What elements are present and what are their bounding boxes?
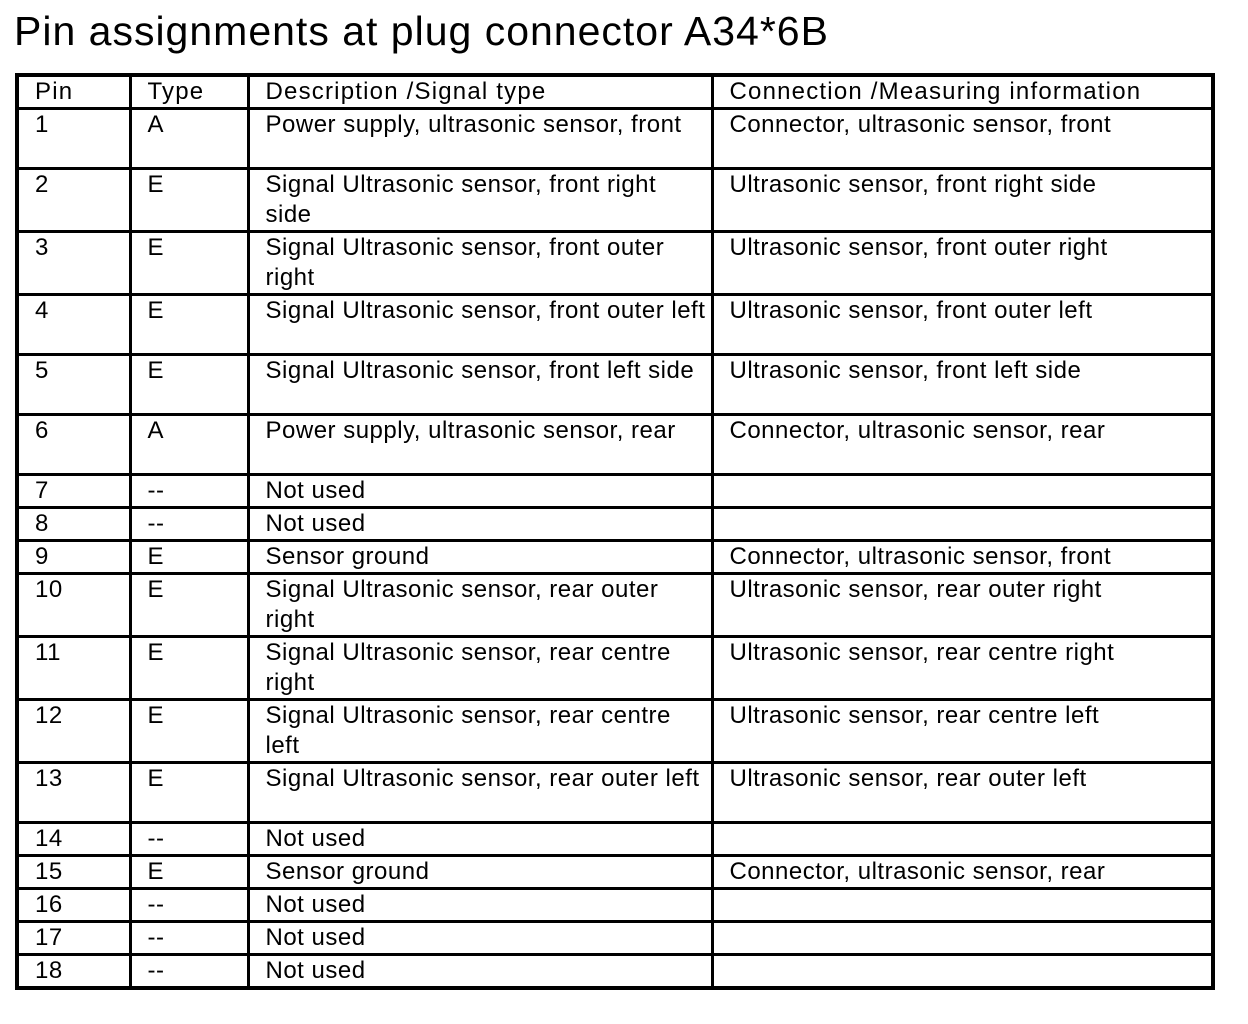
cell-description: Power supply, ultrasonic sensor, front bbox=[248, 109, 712, 169]
table-header-row bbox=[17, 75, 1213, 109]
header-description: Description /Signal type bbox=[248, 75, 712, 109]
cell-connection: Ultrasonic sensor, rear outer right bbox=[712, 574, 1213, 637]
cell-description: Sensor ground bbox=[248, 541, 712, 574]
cell-description: Not used bbox=[248, 955, 712, 989]
cell-connection: Connector, ultrasonic sensor, front bbox=[712, 541, 1213, 574]
cell-connection bbox=[712, 955, 1213, 989]
cell-description: Signal Ultrasonic sensor, rear centre left bbox=[248, 700, 712, 763]
table-row bbox=[17, 169, 1213, 232]
cell-pin: 18 bbox=[17, 955, 130, 989]
cell-pin: 5 bbox=[17, 355, 130, 415]
cell-pin: 14 bbox=[17, 823, 130, 856]
cell-pin: 16 bbox=[17, 889, 130, 922]
cell-description: Signal Ultrasonic sensor, rear outer right bbox=[248, 574, 712, 637]
cell-type: E bbox=[130, 169, 248, 232]
cell-pin: 9 bbox=[17, 541, 130, 574]
cell-type: A bbox=[130, 415, 248, 475]
cell-pin: 10 bbox=[17, 574, 130, 637]
table-row bbox=[17, 541, 1213, 574]
cell-type: E bbox=[130, 355, 248, 415]
header-type: Type bbox=[130, 75, 248, 109]
table-row bbox=[17, 637, 1213, 700]
cell-type: -- bbox=[130, 955, 248, 989]
cell-pin: 13 bbox=[17, 763, 130, 823]
cell-connection: Ultrasonic sensor, rear centre left bbox=[712, 700, 1213, 763]
cell-description: Signal Ultrasonic sensor, front left side bbox=[248, 355, 712, 415]
cell-pin: 4 bbox=[17, 295, 130, 355]
cell-connection bbox=[712, 508, 1213, 541]
cell-description: Power supply, ultrasonic sensor, rear bbox=[248, 415, 712, 475]
table-row bbox=[17, 889, 1213, 922]
page-title: Pin assignments at plug connector A34*6B bbox=[14, 8, 829, 54]
cell-type: E bbox=[130, 856, 248, 889]
table-row bbox=[17, 415, 1213, 475]
cell-pin: 12 bbox=[17, 700, 130, 763]
table-row bbox=[17, 475, 1213, 508]
table-row bbox=[17, 232, 1213, 295]
cell-pin: 11 bbox=[17, 637, 130, 700]
pin-assignment-table bbox=[15, 73, 1215, 990]
table-row bbox=[17, 955, 1213, 989]
table-row bbox=[17, 574, 1213, 637]
cell-description: Not used bbox=[248, 922, 712, 955]
cell-connection: Ultrasonic sensor, rear centre right bbox=[712, 637, 1213, 700]
cell-type: -- bbox=[130, 475, 248, 508]
cell-description: Not used bbox=[248, 475, 712, 508]
cell-pin: 7 bbox=[17, 475, 130, 508]
table-row bbox=[17, 508, 1213, 541]
table-row bbox=[17, 295, 1213, 355]
cell-type: E bbox=[130, 763, 248, 823]
cell-pin: 15 bbox=[17, 856, 130, 889]
cell-connection: Connector, ultrasonic sensor, front bbox=[712, 109, 1213, 169]
cell-connection: Ultrasonic sensor, front right side bbox=[712, 169, 1213, 232]
cell-pin: 6 bbox=[17, 415, 130, 475]
cell-description: Signal Ultrasonic sensor, rear outer left bbox=[248, 763, 712, 823]
cell-type: E bbox=[130, 232, 248, 295]
cell-description: Not used bbox=[248, 889, 712, 922]
cell-type: E bbox=[130, 295, 248, 355]
cell-type: A bbox=[130, 109, 248, 169]
table-row bbox=[17, 700, 1213, 763]
cell-connection: Ultrasonic sensor, rear outer left bbox=[712, 763, 1213, 823]
cell-pin: 2 bbox=[17, 169, 130, 232]
cell-pin: 1 bbox=[17, 109, 130, 169]
cell-connection bbox=[712, 922, 1213, 955]
cell-pin: 8 bbox=[17, 508, 130, 541]
cell-description: Signal Ultrasonic sensor, front outer left bbox=[248, 295, 712, 355]
cell-type: E bbox=[130, 574, 248, 637]
table-row bbox=[17, 763, 1213, 823]
cell-pin: 3 bbox=[17, 232, 130, 295]
cell-type: E bbox=[130, 637, 248, 700]
cell-type: -- bbox=[130, 508, 248, 541]
cell-connection: Ultrasonic sensor, front outer left bbox=[712, 295, 1213, 355]
cell-pin: 17 bbox=[17, 922, 130, 955]
cell-description: Signal Ultrasonic sensor, front outer right bbox=[248, 232, 712, 295]
cell-description: Not used bbox=[248, 823, 712, 856]
table-row bbox=[17, 109, 1213, 169]
cell-description: Signal Ultrasonic sensor, rear centre right bbox=[248, 637, 712, 700]
table-row bbox=[17, 856, 1213, 889]
cell-connection: Connector, ultrasonic sensor, rear bbox=[712, 415, 1213, 475]
cell-type: -- bbox=[130, 823, 248, 856]
header-connection: Connection /Measuring information bbox=[712, 75, 1213, 109]
cell-description: Not used bbox=[248, 508, 712, 541]
cell-connection bbox=[712, 823, 1213, 856]
table-row bbox=[17, 355, 1213, 415]
table-row bbox=[17, 922, 1213, 955]
cell-connection: Ultrasonic sensor, front outer right bbox=[712, 232, 1213, 295]
cell-type: -- bbox=[130, 922, 248, 955]
cell-description: Sensor ground bbox=[248, 856, 712, 889]
cell-connection bbox=[712, 475, 1213, 508]
header-pin: Pin bbox=[17, 75, 130, 109]
cell-type: -- bbox=[130, 889, 248, 922]
cell-connection bbox=[712, 889, 1213, 922]
table-row bbox=[17, 823, 1213, 856]
cell-connection: Connector, ultrasonic sensor, rear bbox=[712, 856, 1213, 889]
cell-description: Signal Ultrasonic sensor, front right side bbox=[248, 169, 712, 232]
cell-type: E bbox=[130, 541, 248, 574]
cell-connection: Ultrasonic sensor, front left side bbox=[712, 355, 1213, 415]
cell-type: E bbox=[130, 700, 248, 763]
